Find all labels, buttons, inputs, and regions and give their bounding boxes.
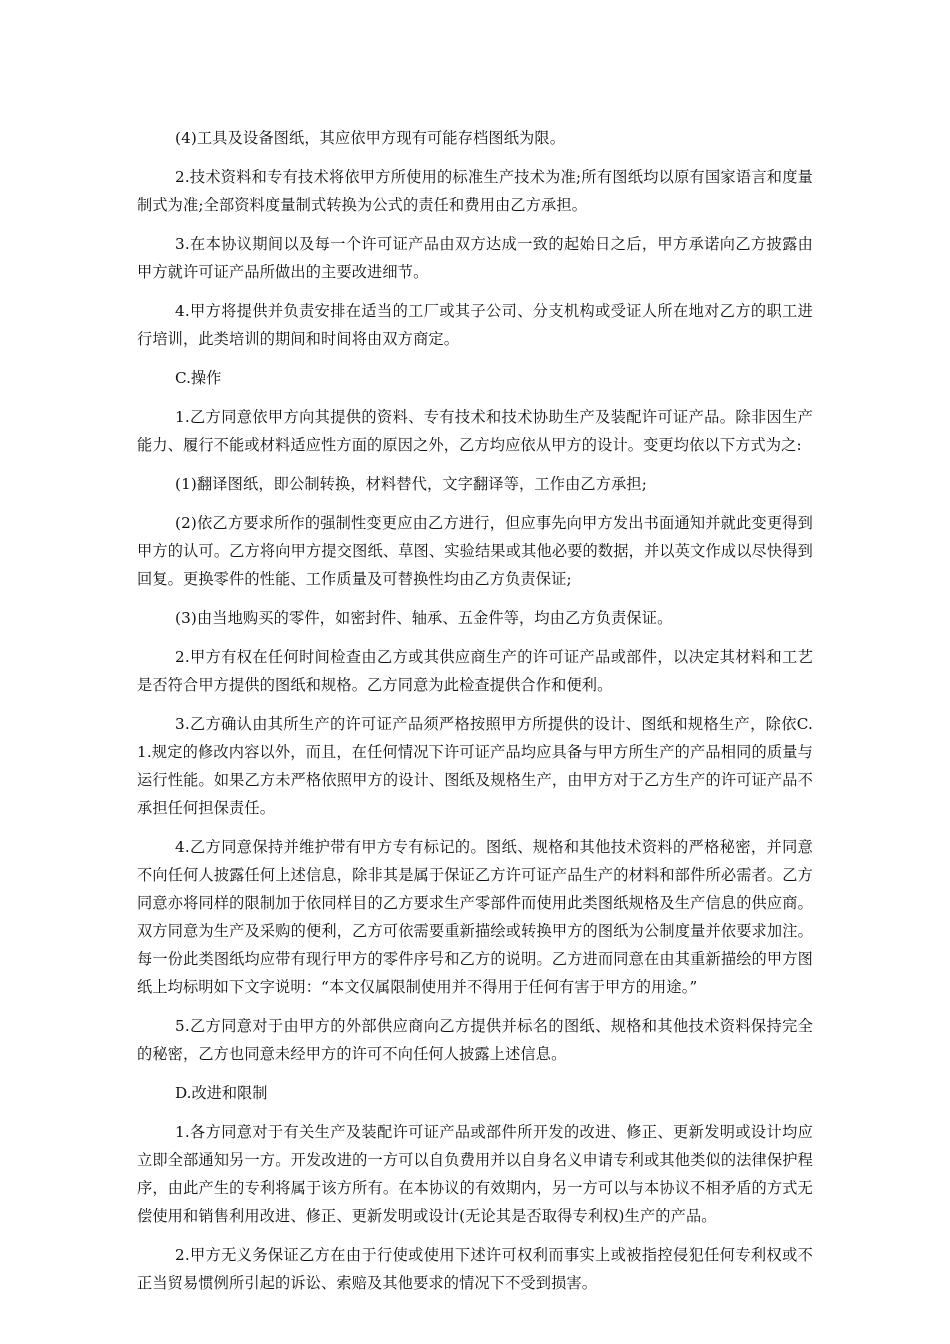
clause-c-5: 5.乙方同意对于由甲方的外部供应商向乙方提供并标名的图纸、规格和其他技术资料保持完全的秘密，乙方也同意未经甲方的许可不向任何人披露上述信息。 [137,1017,813,1063]
clause-c-1: 1.乙方同意依甲方向其提供的资料、专有技术和技术协助生产及装配许可证产品。除非因生产能力、履行不能或材料适应性方面的原因之外，乙方均应依从甲方的设计。变更均依以下方式为之: [137,408,813,454]
clause-d-1: 1.各方同意对于有关生产及装配许可证产品或部件所开发的改进、修正、更新发明或设计均应立即全部通知另一方。开发改进的一方可以自负费用并以自身名义申请专利或其他类似的法律保护程序，由此产生的专利将属于该方所有。在本协议的有效期内，另一方可以与本协议不相矛盾的方式无偿使用和销售利用改进、修正、更新发明或设计(无论其是否取得专利权)生产的产品。 [137,1123,813,1225]
clause-b-4: 4.甲方将提供并负责安排在适当的工厂或其子公司、分支机构或受证人所在地对乙方的职工进行培训，此类培训的期间和时间将由双方商定。 [137,302,813,348]
clause-b-3: 3.在本协议期间以及每一个许可证产品由双方达成一致的起始日之后，甲方承诺向乙方披露由甲方就许可证产品所做出的主要改进细节。 [137,235,813,281]
clause-c-2: 2.甲方有权在任何时间检查由乙方或其供应商生产的许可证产品或部件，以决定其材料和工艺是否符合甲方提供的图纸和规格。乙方同意为此检查提供合作和便利。 [137,648,813,694]
clause-b-1-4: (4)工具及设备图纸，其应依甲方现有可能存档图纸为限。 [175,129,566,147]
document-page [137,124,813,1308]
section-heading-d: D.改进和限制 [175,1084,268,1102]
clause-c-3: 3.乙方确认由其所生产的许可证产品须严格按照甲方所提供的设计、图纸和规格生产，除依C.1.规定的修改内容以外，而且，在任何情况下许可证产品均应具备与甲方所生产的产品相同的质量与运行性能。如果乙方未严格依照甲方的设计、图纸及规格生产，由甲方对于乙方生产的许可证产品不承担任何担保责任。 [137,715,813,817]
clause-d-2: 2.甲方无义务保证乙方在由于行使或使用下述许可权利而事实上或被指控侵犯任何专利权或不正当贸易惯例所引起的诉讼、索赔及其他要求的情况下不受到损害。 [137,1246,813,1292]
clause-b-2: 2.技术资料和专有技术将依甲方所使用的标准生产技术为准;所有图纸均以原有国家语言和度量制式为准;全部资料度量制式转换为公式的责任和费用由乙方承担。 [137,168,813,214]
clause-c-1-2: (2)依乙方要求所作的强制性变更应由乙方进行，但应事先向甲方发出书面通知并就此变更得到甲方的认可。乙方将向甲方提交图纸、草图、实验结果或其他必要的数据，并以英文作成以尽快得到回复。更换零件的性能、工作质量及可替换性均由乙方负责保证; [137,514,813,588]
clause-c-4: 4.乙方同意保持并维护带有甲方专有标记的。图纸、规格和其他技术资料的严格秘密，并同意不向任何人披露任何上述信息，除非其是属于保证乙方许可证产品生产的材料和部件所必需者。乙方同意亦将同样的限制加于依同样目的乙方要求生产零部件而使用此类图纸规格及生产信息的供应商。双方同意为生产及采购的便利，乙方可依需要重新描绘或转换甲方的图纸为公制度量并依要求加注。每一份此类图纸均应带有现行甲方的零件序号和乙方的说明。乙方进而同意在由其重新描绘的甲方图纸上均标明如下文字说明：“本文仅属限制使用并不得用于任何有害于甲方的用途。” [137,838,813,996]
section-heading-c: C.操作 [175,369,222,387]
clause-c-1-3: (3)由当地购买的零件，如密封件、轴承、五金件等，均由乙方负责保证。 [175,609,673,627]
clause-c-1-1: (1)翻译图纸，即公制转换，材料替代，文字翻译等，工作由乙方承担; [175,475,648,493]
